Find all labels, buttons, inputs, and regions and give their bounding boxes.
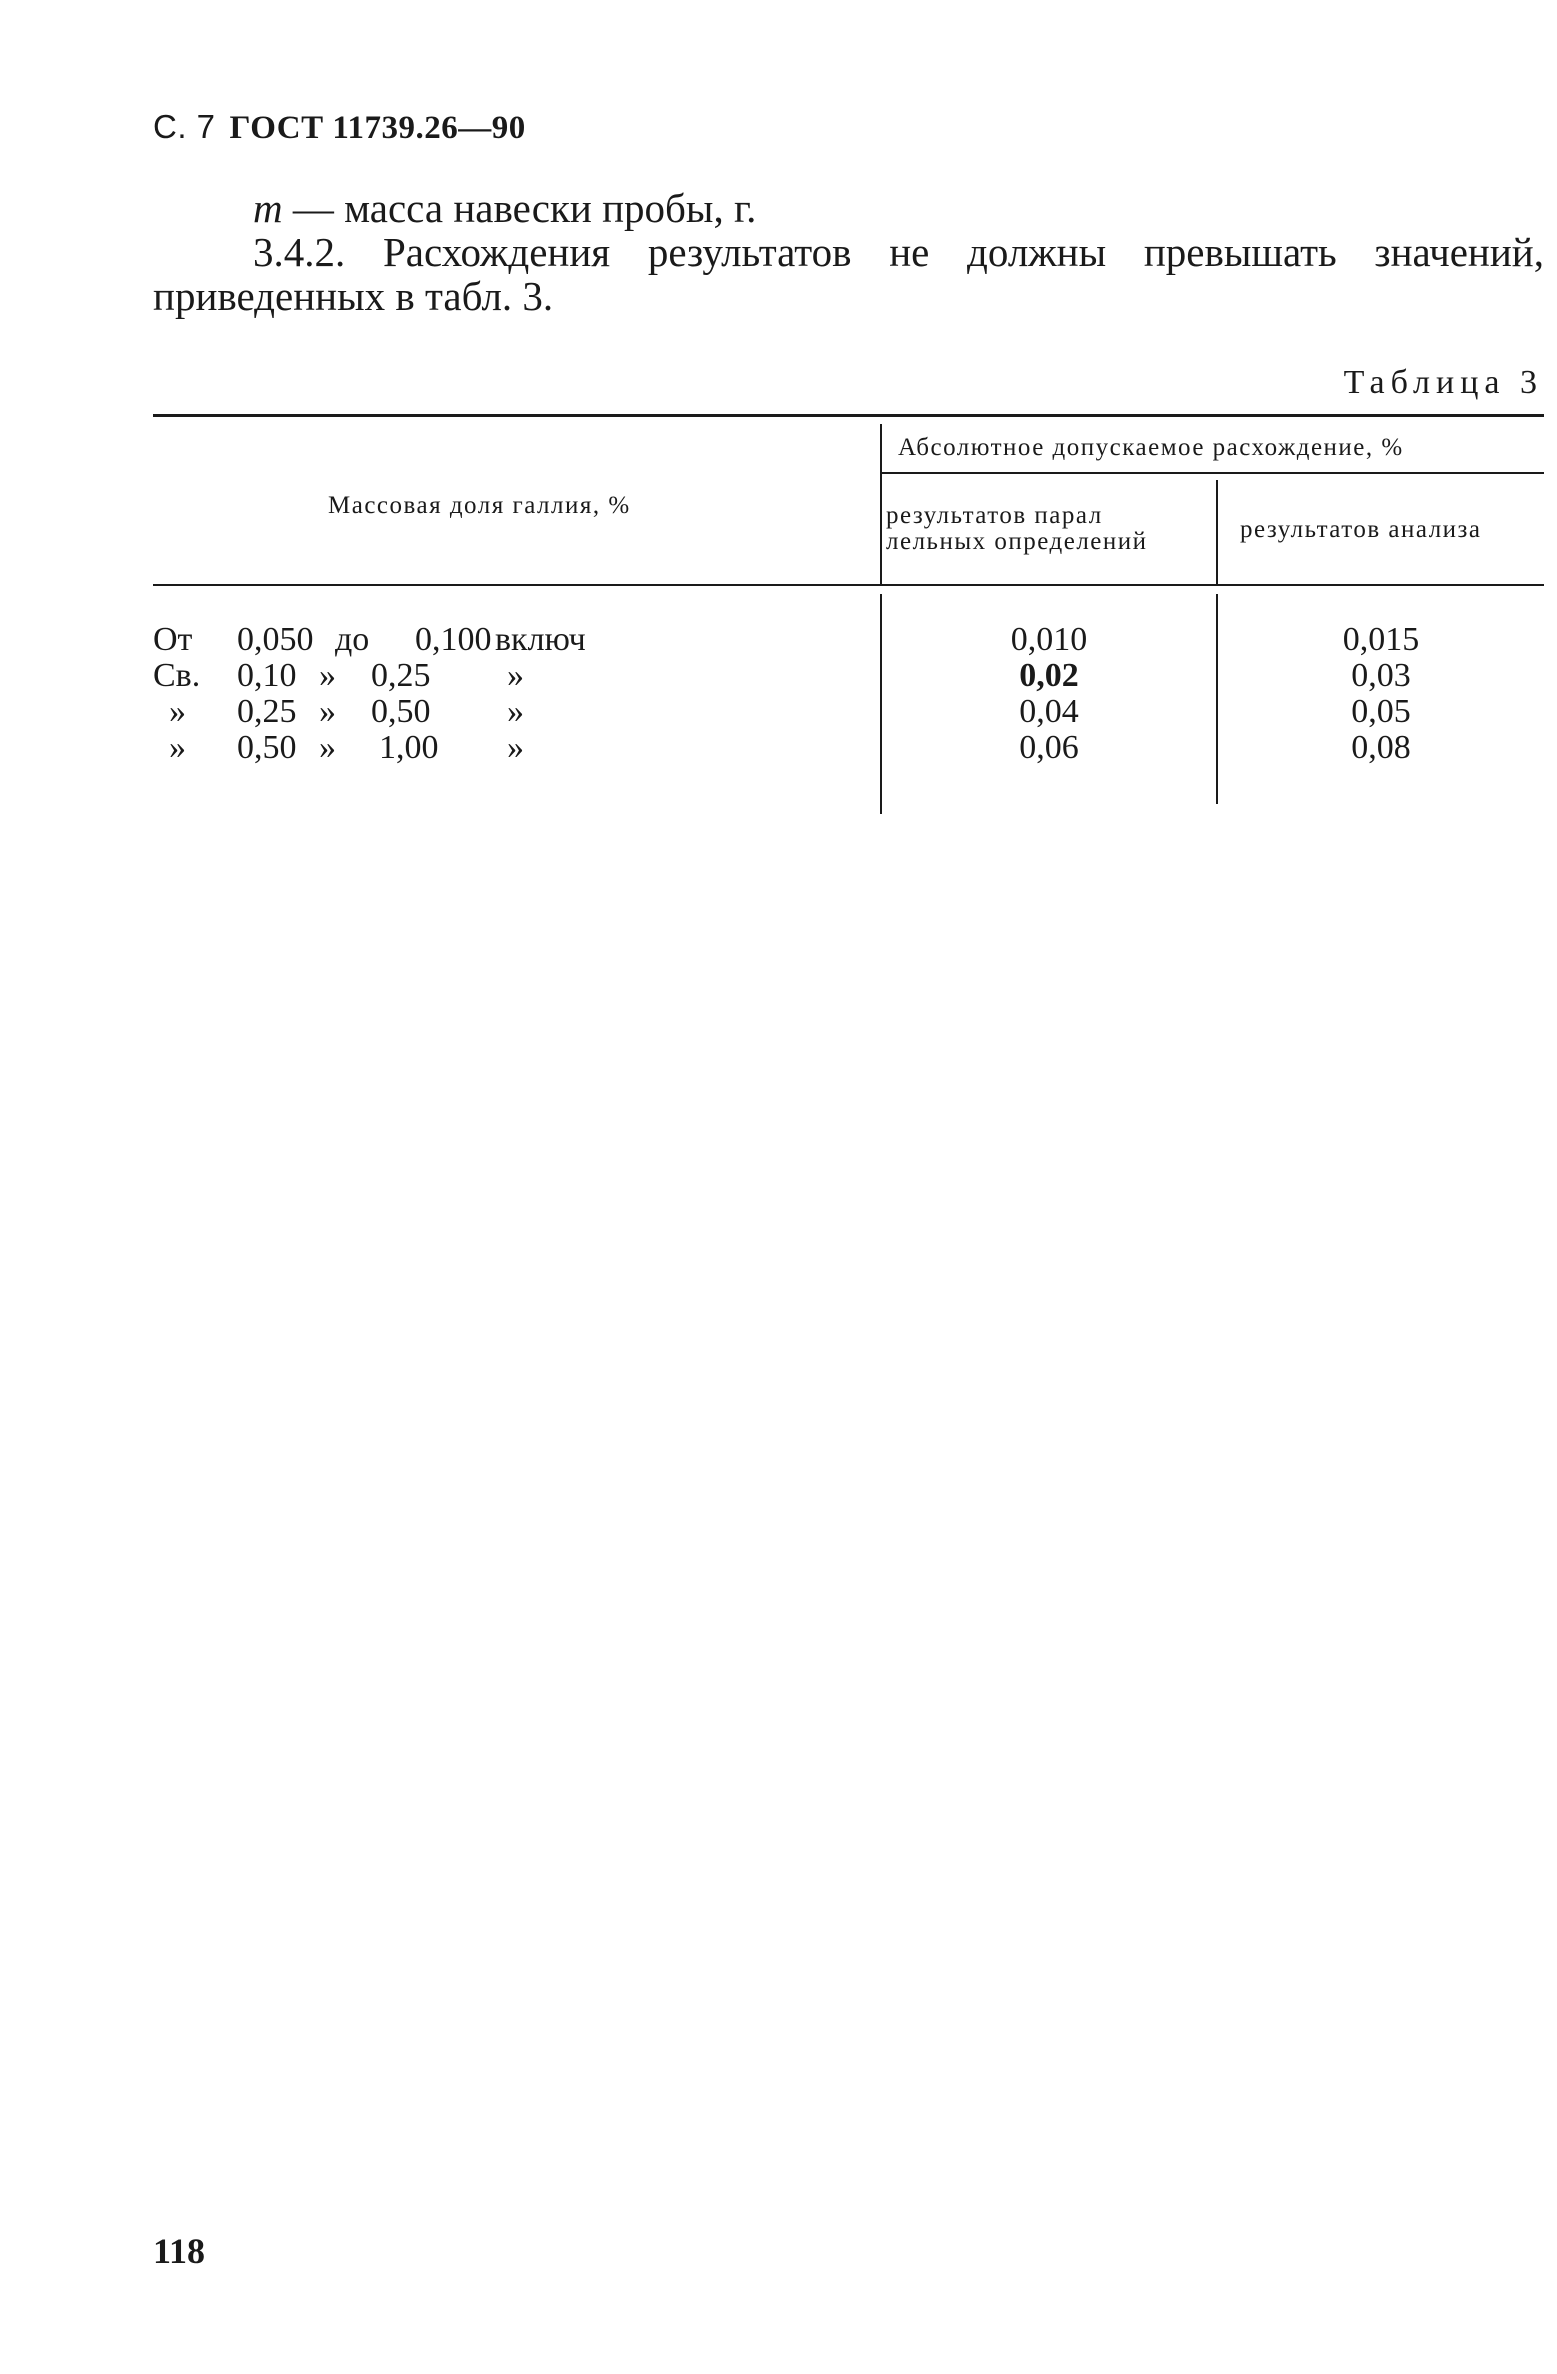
header-divider-2 [1216, 480, 1218, 584]
row-3-from: 0,25 [237, 693, 297, 730]
standard-number: ГОСТ 11739.26—90 [229, 110, 526, 146]
row-1-from: 0,050 [237, 621, 314, 658]
row-1-parallel: 0,010 [1010, 621, 1088, 658]
variable-definition [253, 186, 756, 230]
variable-description: — масса навески пробы, г. [282, 185, 757, 231]
table-top-rule [153, 414, 1544, 417]
row-4-to: 1,00 [379, 729, 439, 766]
row-2-from: 0,10 [237, 657, 297, 694]
row-4-analysis: 0,08 [1351, 729, 1411, 766]
row-4-from: 0,50 [237, 729, 297, 766]
row-1-to: 0,100 [415, 621, 492, 658]
page-number: 118 [153, 2231, 206, 2271]
clause-3-4-2: 3.4.2. Расхождения результатов не должны превышать значений, приведенных в табл. 3. [153, 229, 1544, 319]
col-header-parallel-line2: лельных определений [886, 528, 1148, 555]
row-2-parallel: 0,02 [1019, 657, 1079, 694]
row-2-sep: » [319, 657, 336, 694]
row-3-parallel: 0,04 [1019, 693, 1079, 730]
row-1-sep: до [335, 621, 370, 658]
tolerance-table [153, 414, 1544, 814]
row-1-suffix: включ [495, 621, 586, 658]
row-4-sep: » [319, 729, 336, 766]
row-2-analysis: 0,03 [1351, 657, 1411, 694]
table-caption: Таблица 3 [1343, 364, 1543, 401]
col-header-gallium-fraction: Массовая доля галлия, % [328, 492, 631, 519]
header-divider-1 [880, 424, 882, 584]
row-1-prefix: От [153, 621, 193, 658]
row-2-prefix: Св. [153, 657, 201, 694]
row-4-prefix: » [169, 729, 186, 766]
row-3-prefix: » [169, 693, 186, 730]
row-4-suffix: » [507, 729, 524, 766]
row-3-suffix: » [507, 693, 524, 730]
page-reference: С. 7 [153, 108, 216, 145]
row-3-to: 0,50 [371, 693, 431, 730]
group-header-rule [881, 472, 1544, 474]
row-4-parallel: 0,06 [1019, 729, 1079, 766]
row-3-sep: » [319, 693, 336, 730]
row-3-analysis: 0,05 [1351, 693, 1411, 730]
header-bottom-rule [153, 584, 1544, 586]
col-header-parallel-line1: результатов парал [886, 502, 1103, 529]
row-2-to: 0,25 [371, 657, 431, 694]
group-header-tolerance: Абсолютное допускаемое расхождение, % [898, 434, 1404, 461]
row-1-analysis: 0,015 [1342, 621, 1420, 658]
row-2-suffix: » [507, 657, 524, 694]
variable-symbol: m [253, 185, 283, 231]
page-header [153, 108, 526, 147]
col-header-analysis: результатов анализа [1240, 516, 1482, 543]
